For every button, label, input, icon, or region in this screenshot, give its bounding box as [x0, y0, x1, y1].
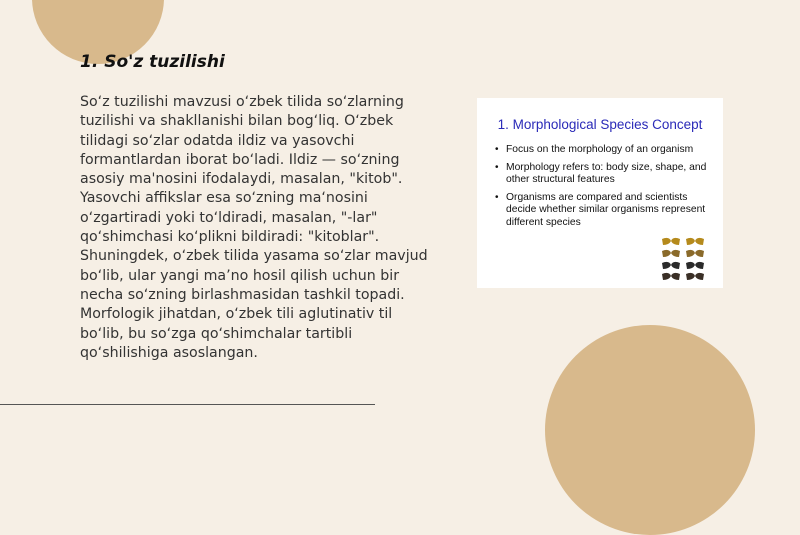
slide-bullet-text: Focus on the morphology of an organism — [506, 144, 694, 155]
bullet-dot-icon: • — [495, 144, 499, 155]
slide-bullet-text: Organisms are compared and scientists decide whether similar organisms represent different species — [506, 191, 706, 228]
slide-image-title: 1. Morphological Species Concept — [497, 117, 703, 132]
bullet-dot-icon: • — [495, 191, 499, 203]
slide-image-bullets — [493, 144, 718, 235]
slide-bullet-text: Morphology refers to: body size, shape, and other structural features — [506, 161, 707, 186]
horizontal-divider — [0, 404, 375, 405]
bullet-dot-icon: • — [495, 161, 499, 173]
slide-bullet — [493, 192, 718, 230]
embedded-slide-image — [477, 98, 723, 288]
decorative-circle-bottom — [545, 325, 755, 535]
slide-bullet — [493, 144, 718, 157]
body-paragraph: So‘z tuzilishi mavzusi o‘zbek tilida so‘zlarning tuzilishi va shakllanishi bilan bog‘liq. O‘zbek tilidagi so‘zlar odatda ildiz va yasovchi formantlardan iborat bo‘ladi. Ildiz — so‘zning asosiy ma'nosini ifodalaydi, masalan, "kitob". Yasovchi affikslar esa so‘zning ma‘nosini o‘zgartiradi yoki to‘ldiradi, masalan, "-lar" qo‘shimchasi ko‘plikni bildiradi: "kitoblar". Shuningdek, o‘zbek tilida yasama so‘zlar mavjud bo‘lib, ular yangi ma’no hosil qilish uchun bir necha so‘zning birlashmasidan tashkil topadi. Morfologik jihatdan, o‘zbek tili aglutinativ til bo‘lib, bu so‘zga qo‘shimchalar tartibli qo‘shilishiga asoslangan. — [80, 94, 428, 361]
section-title: 1. So'z tuzilishi — [80, 52, 225, 72]
butterfly-specimens-icon — [660, 236, 706, 282]
slide-bullet — [493, 162, 718, 187]
